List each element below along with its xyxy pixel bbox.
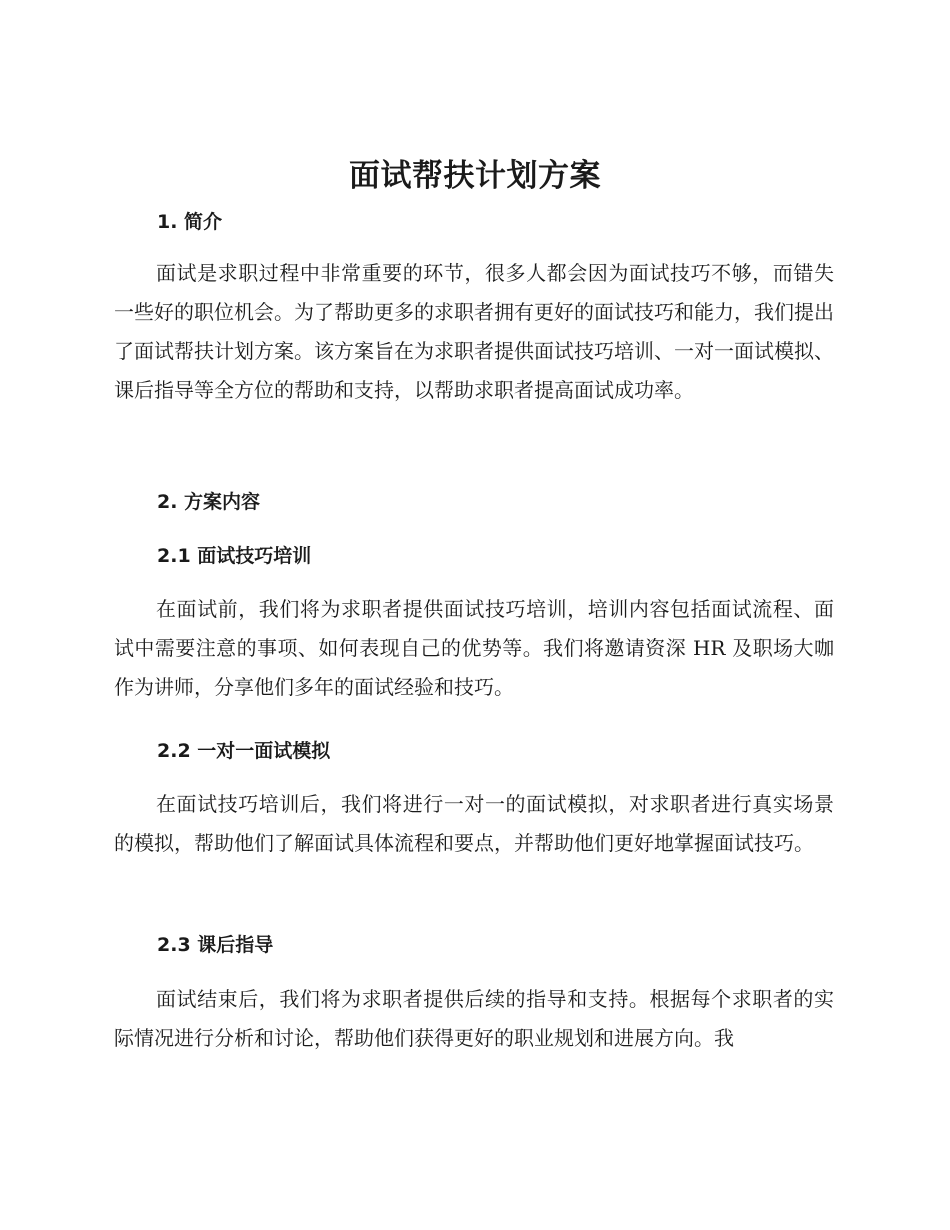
document-title: 面试帮扶计划方案 [349,158,601,194]
section-paragraph-intro: 面试是求职过程中非常重要的环节，很多人都会因为面试技巧不够，而错失一些好的职位机会。为了帮助更多的求职者拥有更好的面试技巧和能力，我们提出了面试帮扶计划方案。该方案旨在为求职者提供面试技巧培训、一对一面试模拟、课后指导等全方位的帮助和支持，以帮助求职者提高面试成功率。 [114,261,834,402]
section-paragraph-guidance: 面试结束后，我们将为求职者提供后续的指导和支持。根据每个求职者的实际情况进行分析和讨论，帮助他们获得更好的职业规划和进展方向。我 [114,987,834,1050]
section-heading-intro: 1. 简介 [157,211,223,233]
section-paragraph-mock-interview: 在面试技巧培训后，我们将进行一对一的面试模拟，对求职者进行真实场景的模拟，帮助他们了解面试具体流程和要点，并帮助他们更好地掌握面试技巧。 [114,792,834,855]
section-heading-training: 2.1 面试技巧培训 [157,545,312,567]
section-heading-mock-interview: 2.2 一对一面试模拟 [157,740,331,762]
section-heading-content: 2. 方案内容 [157,491,261,513]
section-paragraph-training: 在面试前，我们将为求职者提供面试技巧培训，培训内容包括面试流程、面试中需要注意的事项、如何表现自己的优势等。我们将邀请资深 HR 及职场大咖作为讲师，分享他们多年的面试经验和技巧。 [114,597,834,699]
section-heading-guidance: 2.3 课后指导 [157,934,274,956]
